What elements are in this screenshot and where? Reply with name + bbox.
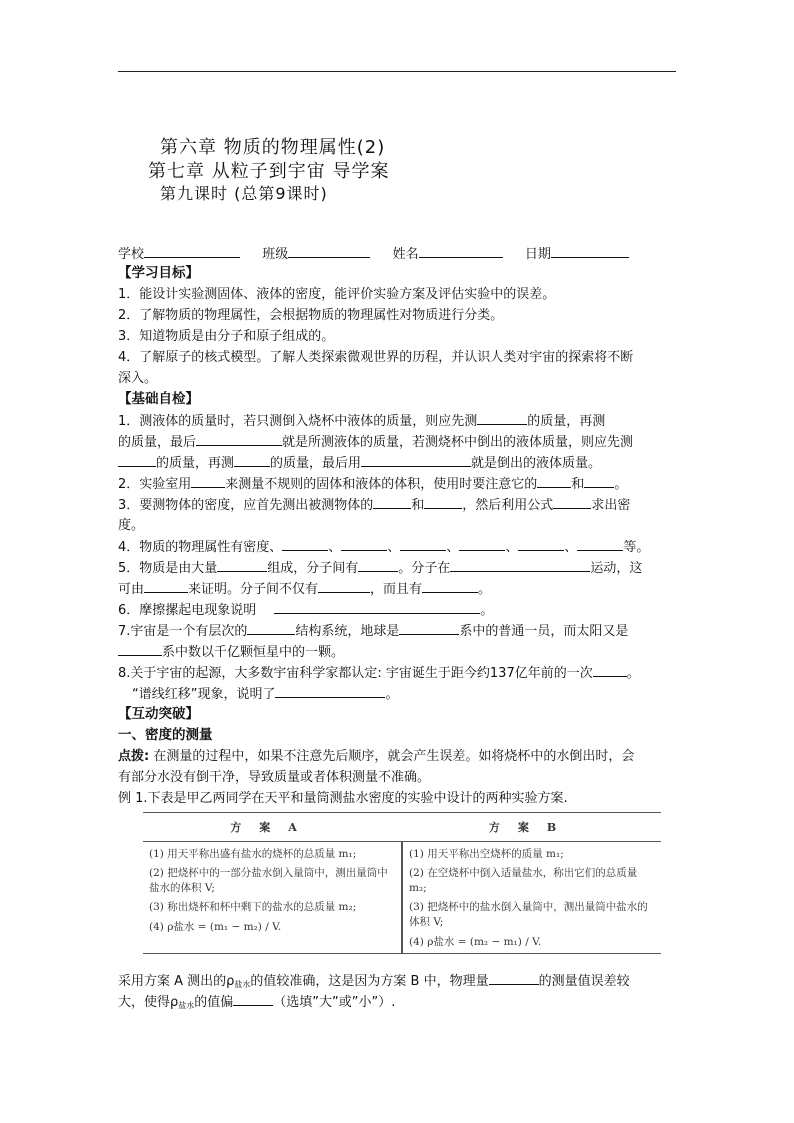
interactive-heading: 【互动突破】 [118,706,199,722]
title-line-1: 第六章 物质的物理属性(2) [160,137,386,158]
goal-item: 2．了解物质的物理属性，会根据物质的物理属性对物质进行分类。 [118,308,504,323]
question-6: 6．摩擦摞起电现象说明 。 [118,599,684,620]
answer-blank[interactable] [518,536,564,551]
plan-a-header: 方案A [143,813,402,842]
answer-blank[interactable] [593,662,627,677]
answer-blank[interactable] [400,536,446,551]
goal-item: 1．能设计实验测固体、液体的密度，能评价实验方案及评估实验中的误差。 [118,287,556,302]
answer-blank[interactable] [537,473,571,488]
answer-blank[interactable] [373,494,411,509]
analysis-question [118,970,684,1012]
plan-b-step: (2) 在空烧杯中倒入适量盐水，称出它们的总质量 m₂; [409,867,638,894]
answer-blank[interactable] [274,599,480,614]
answer-blank[interactable] [450,557,590,572]
question-3-line-2: 度。 [118,518,145,533]
school-field[interactable] [144,243,240,258]
answer-blank[interactable] [341,536,387,551]
title-line-2: 第七章 从粒子到宇宙 导学案 [148,161,390,182]
plan-table [143,812,661,954]
answer-blank[interactable] [191,473,225,488]
date-label: 日期 [524,247,551,262]
answer-blank[interactable] [282,536,328,551]
answer-blank[interactable] [234,452,270,467]
answer-blank[interactable] [489,970,539,985]
goals-heading: 【学习目标】 [118,265,199,281]
plan-a-step: (2) 把烧杯中的一部分盐水倒入量筒中，测出量筒中盐水的体积 V; [149,867,388,894]
plan-b-step: (1) 用天平称出空烧杯的质量 m₁; [409,848,564,860]
answer-blank[interactable] [358,557,398,572]
header-rule [118,71,676,72]
school-label: 学校 [118,247,145,262]
question-3-line-1: 3．要测物体的密度，应首先测出被测物体的 和 ，然后利用公式 求出密 [118,494,684,515]
question-1-line-3: 的质量，再测 的质量，最后用 就是倒出的液体质量。 [118,452,684,473]
name-field[interactable] [419,243,503,258]
class-label: 班级 [262,247,289,262]
answer-blank[interactable] [118,452,156,467]
class-field[interactable] [288,243,370,258]
plan-b-step: (3) 把烧杯中的盐水倒入量筒中，测出量筒中盐水的体积 V; [409,901,648,928]
plan-a-formula: (4) ρ盐水 = (m₁ − m₂) / V. [149,921,282,933]
answer-blank[interactable] [553,494,591,509]
analysis-line-2: 大，使得ρ盐水的值偏 （选填”大”或”小”）. [118,991,684,1012]
main-content [118,263,684,809]
answer-blank[interactable] [318,578,370,593]
tip-line-1: 点拨: 在测量的过程中，如果不注意先后顺序，就会产生误差。如将烧杯中的水倒出时，会 [118,749,635,764]
answer-blank[interactable] [217,557,267,572]
plan-b-steps [402,842,661,954]
answer-blank[interactable] [196,431,282,446]
answer-blank[interactable] [399,620,459,635]
basics-heading: 【基础自检】 [118,391,199,407]
answer-blank[interactable] [424,494,462,509]
question-1-line-2: 的质量，最后 就是所测液体的质量，若测烧杯中倒出的液体质量，则应先测 [118,431,684,452]
question-2: 2．实验室用 来测量不规则的固体和液体的体积，使用时要注意它的 和 。 [118,473,684,494]
answer-blank[interactable] [459,536,505,551]
answer-blank[interactable] [275,683,385,698]
question-8-line-1: 8.关于宇宙的起源，大多数宇宙科学家都认定: 宇宙诞生于距今约137亿年前的一次 。 [118,662,684,683]
plan-b-formula: (4) ρ盐水 = (m₂ − m₁) / V. [409,936,542,948]
answer-blank[interactable] [361,452,471,467]
answer-blank[interactable] [233,991,273,1006]
answer-blank[interactable] [477,410,527,425]
answer-blank[interactable] [144,578,188,593]
answer-blank[interactable] [577,536,623,551]
answer-blank[interactable] [584,473,614,488]
name-label: 姓名 [392,247,419,262]
question-4: 4．物质的物理属性有密度、 、 、 、 、 、 等。 [118,536,684,557]
answer-blank[interactable] [118,641,162,656]
question-5-line-2: 可由 来证明。分子间不仅有 ，而且有 。 [118,578,684,599]
question-8-line-2: “谱线红移”现象，说明了 。 [118,683,684,704]
plan-a-steps [143,842,402,954]
goal-item: 深入。 [118,371,158,386]
question-5-line-1: 5．物质是由大量 组成，分子间有 。分子在 运动，这 [118,557,684,578]
goal-item: 4．了解原子的核式模型。了解人类探索微观世界的历程，并认识人类对宇宙的探索将不断 [118,350,634,365]
plan-b-header: 方案B [402,813,661,842]
date-field[interactable] [551,243,629,258]
plan-a-step: (3) 称出烧杯和杯中剩下的盐水的总质量 m₂; [149,901,357,913]
info-line [118,243,684,264]
tip-label: 点拨: [118,749,150,764]
question-7-line-2: 系中数以千亿颗恒星中的一颗。 [118,641,684,662]
tip-line-2: 有部分水没有倒干净，导致质量或者体积测量不准确。 [118,770,431,785]
question-1-line-1: 1．测液体的质量时，若只测倒入烧杯中液体的质量，则应先测 的质量，再测 [118,410,684,431]
answer-blank[interactable] [422,578,478,593]
section-density-measurement: 一、密度的测量 [118,727,213,743]
plan-a-step: (1) 用天平称出盛有盐水的烧杯的总质量 m₁; [149,848,357,860]
answer-blank[interactable] [247,620,295,635]
question-7-line-1: 7.宇宙是一个有层次的 结构系统，地球是 系中的普通一员，而太阳又是 [118,620,684,641]
analysis-line-1: 采用方案 A 测出的ρ盐水的值较准确，这是因为方案 B 中，物理量 的测量值误差较 [118,970,684,991]
example-1: 例 1.下表是甲乙两同学在天平和量筒测盐水密度的实验中设计的两种实验方案. [118,791,568,806]
goal-item: 3．知道物质是由分子和原子组成的。 [118,329,335,344]
title-line-3: 第九课时 (总第9课时) [160,184,328,203]
